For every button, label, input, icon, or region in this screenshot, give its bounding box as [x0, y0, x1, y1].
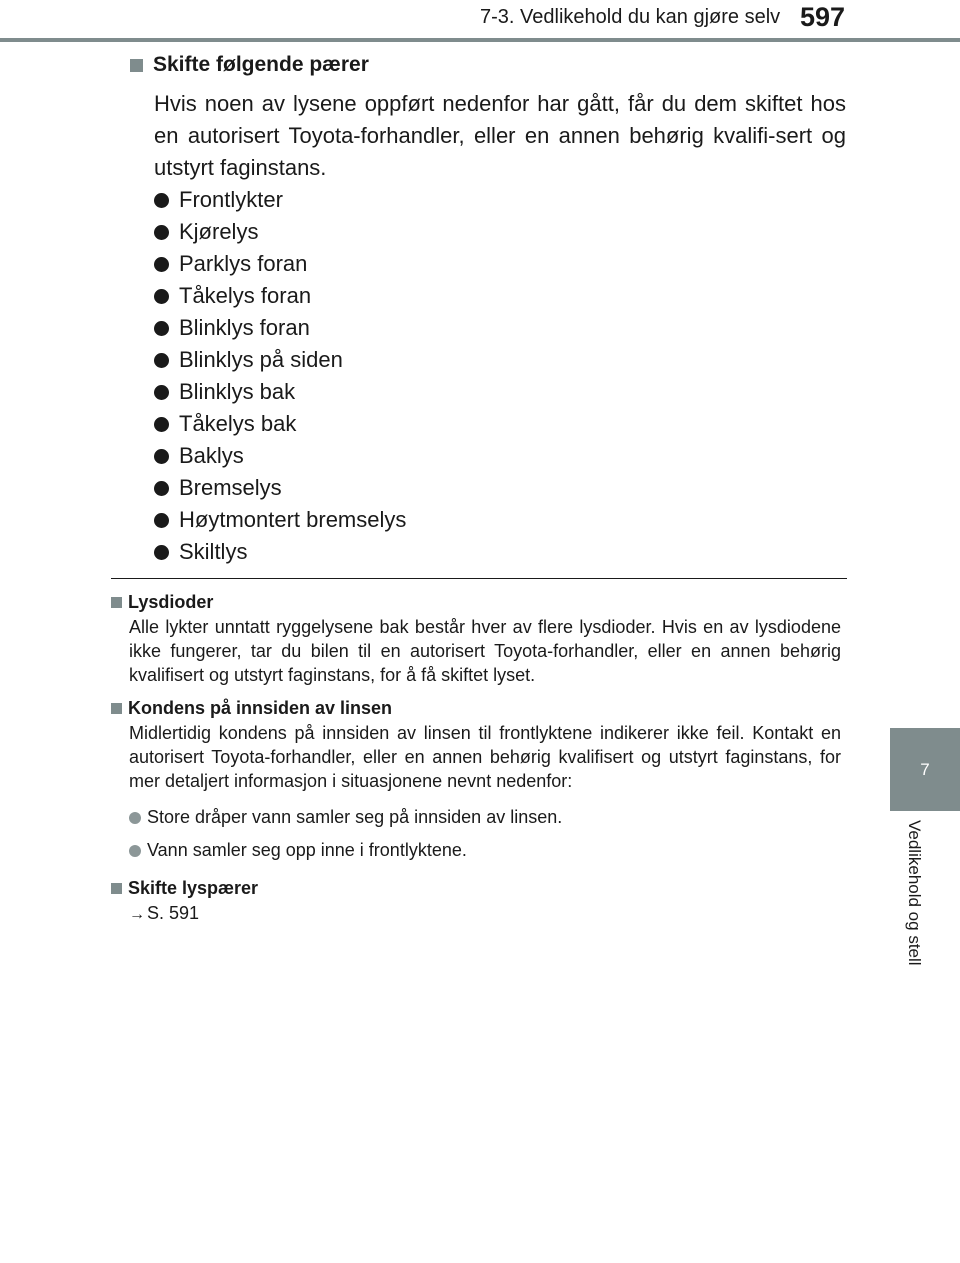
section-title: Skifte følgende pærer: [153, 53, 369, 76]
list-item: Kjørelys: [154, 216, 846, 248]
bullet-dot-icon: [154, 481, 169, 496]
header-rule: [0, 38, 960, 42]
bullet-dot-icon: [154, 289, 169, 304]
list-item: Bremselys: [154, 472, 846, 504]
list-item: Frontlykter: [154, 184, 846, 216]
bullet-dot-icon: [154, 321, 169, 336]
notes-section: [111, 589, 841, 935]
bullet-dot-icon: [154, 225, 169, 240]
note-kondens: [111, 695, 841, 867]
note-lysdioder: [111, 589, 841, 687]
square-bullet-icon: [111, 883, 122, 894]
bullet-dot-icon: [154, 385, 169, 400]
chapter-number: 7: [920, 759, 930, 779]
square-bullet-icon: [130, 59, 143, 72]
list-item: Parklys foran: [154, 248, 846, 280]
main-section: [130, 50, 846, 568]
list-item: Høytmontert bremselys: [154, 504, 846, 536]
note-bullet-list: [129, 801, 841, 867]
note-heading: Lysdioder: [111, 589, 841, 615]
note-lyspaerer: [111, 875, 841, 927]
list-item: Blinklys foran: [154, 312, 846, 344]
chapter-tab[interactable]: [890, 728, 960, 811]
note-body: Midlertidig kondens på innsiden av linsen til frontlyktene indikerer ikke feil. Kontakt en autorisert Toyota-forhandler, eller en annen behørig kvalifisert og utstyrt faginstans, for mer detaljert informasjon i situasjonene nevnt nedenfor:: [129, 723, 841, 791]
square-bullet-icon: [111, 597, 122, 608]
chapter-title: Vedlikehold og stell: [905, 820, 924, 966]
bullet-dot-icon: [154, 449, 169, 464]
section-heading: [130, 50, 846, 80]
list-item: Store dråper vann samler seg på innsiden av linsen.: [129, 801, 841, 834]
bulb-list: [130, 184, 846, 568]
list-item: Blinklys bak: [154, 376, 846, 408]
header-section-title: 7-3. Vedlikehold du kan gjøre selv: [480, 6, 781, 28]
page-reference-link[interactable]: → S. 591: [129, 903, 200, 923]
section-divider: [111, 578, 847, 579]
list-item: Baklys: [154, 440, 846, 472]
arrow-right-icon: →: [129, 906, 145, 923]
page-number: 597: [800, 2, 846, 32]
list-item: Tåkelys foran: [154, 280, 846, 312]
bullet-dot-icon: [154, 353, 169, 368]
bullet-dot-icon: [129, 845, 141, 857]
bullet-dot-icon: [154, 513, 169, 528]
note-heading: Skifte lyspærer: [111, 875, 841, 901]
list-item: Skiltlys: [154, 536, 846, 568]
list-item: Vann samler seg opp inne i frontlyktene.: [129, 834, 841, 867]
bullet-dot-icon: [154, 545, 169, 560]
bullet-dot-icon: [154, 257, 169, 272]
note-heading: Kondens på innsiden av linsen: [111, 695, 841, 721]
list-item: Blinklys på siden: [154, 344, 846, 376]
bullet-dot-icon: [154, 417, 169, 432]
intro-paragraph: Hvis noen av lysene oppført nedenfor har gått, får du dem skiftet hos en autorisert Toyota-forhandler, eller en annen behørig kvalifi-sert og utstyrt faginstans.: [154, 91, 846, 180]
list-item: Tåkelys bak: [154, 408, 846, 440]
bullet-dot-icon: [154, 193, 169, 208]
note-body: Alle lykter unntatt ryggelysene bak består hver av flere lysdioder. Hvis en av lysdiodene ikke fungerer, tar du bilen til en autorisert Toyota-forhandler, eller en annen behørig kvalifisert og utstyrt faginstans, for å få skiftet lyset.: [129, 617, 841, 685]
square-bullet-icon: [111, 703, 122, 714]
bullet-dot-icon: [129, 812, 141, 824]
